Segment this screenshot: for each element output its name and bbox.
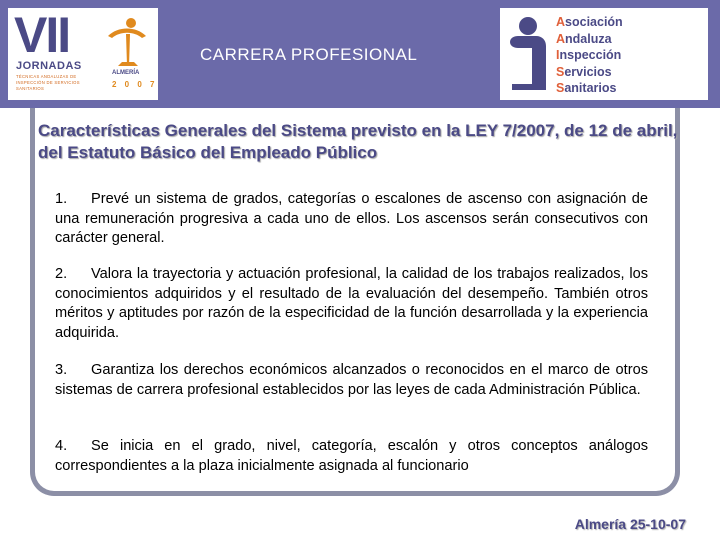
association-logo	[500, 8, 708, 100]
item-number: 2.	[55, 266, 68, 282]
list-item	[55, 437, 648, 476]
association-line: Sanitarios	[556, 81, 617, 95]
item-text: Valora la trayectoria y actuación profesional, la calidad de los trabajos realizados, los conocimientos adquiridos y el resultado de la evaluación del desempeño. También otros méritos y aptitudes por razón de la especificidad de la función desarrollada y la experiencia adquirida.	[55, 266, 648, 341]
footer-date: Almería 25-10-07	[574, 516, 686, 532]
jornadas-subtitle: TÉCNICAS ANDALUZAS DE INSPECCIÓN DE SERVICIOS SANITARIOS	[16, 74, 80, 91]
jornadas-word: JORNADAS	[16, 60, 82, 72]
item-number: 3.	[55, 362, 68, 378]
list-item	[55, 190, 648, 249]
association-line: Inspección	[556, 48, 622, 62]
list-item	[55, 361, 648, 400]
jornadas-roman-numeral: VII	[14, 7, 70, 63]
section-heading: Características Generales del Sistema previsto en la LEY 7/2007, de 12 de abril, del Estatuto Básico del Empleado Público	[38, 121, 678, 162]
info-i-icon	[506, 14, 552, 94]
association-line: Servicios	[556, 64, 612, 79]
jornadas-logo	[8, 8, 158, 100]
header-banner	[0, 0, 720, 108]
page-title: CARRERA PROFESIONAL	[200, 45, 418, 64]
item-number: 4.	[55, 438, 68, 454]
association-line: Asociación	[556, 15, 623, 29]
item-number: 1.	[55, 191, 68, 207]
item-text: Prevé un sistema de grados, categorías o escalones de ascenso con asignación de una remuneración progresiva a cada uno de ellos. Los ascensos serán consecutivos con carácter general.	[55, 191, 648, 246]
list-item	[55, 265, 648, 343]
association-line: Andaluza	[556, 31, 612, 46]
item-text: Se inicia en el grado, nivel, categoría, escalón y otros conceptos análogos correspondientes a la plaza inicialmente asignada al funcionario	[55, 438, 648, 474]
almeria-city-label: ALMERÍA	[112, 70, 140, 76]
item-text: Garantiza los derechos económicos alcanzados o reconocidos en el marco de otros sistemas de carrera profesional establecidos por las leyes de cada Administración Pública.	[55, 362, 648, 398]
almeria-year-label: 2 0 0 7	[112, 80, 158, 89]
almeria-figure-icon	[104, 14, 150, 70]
association-name	[556, 14, 623, 97]
